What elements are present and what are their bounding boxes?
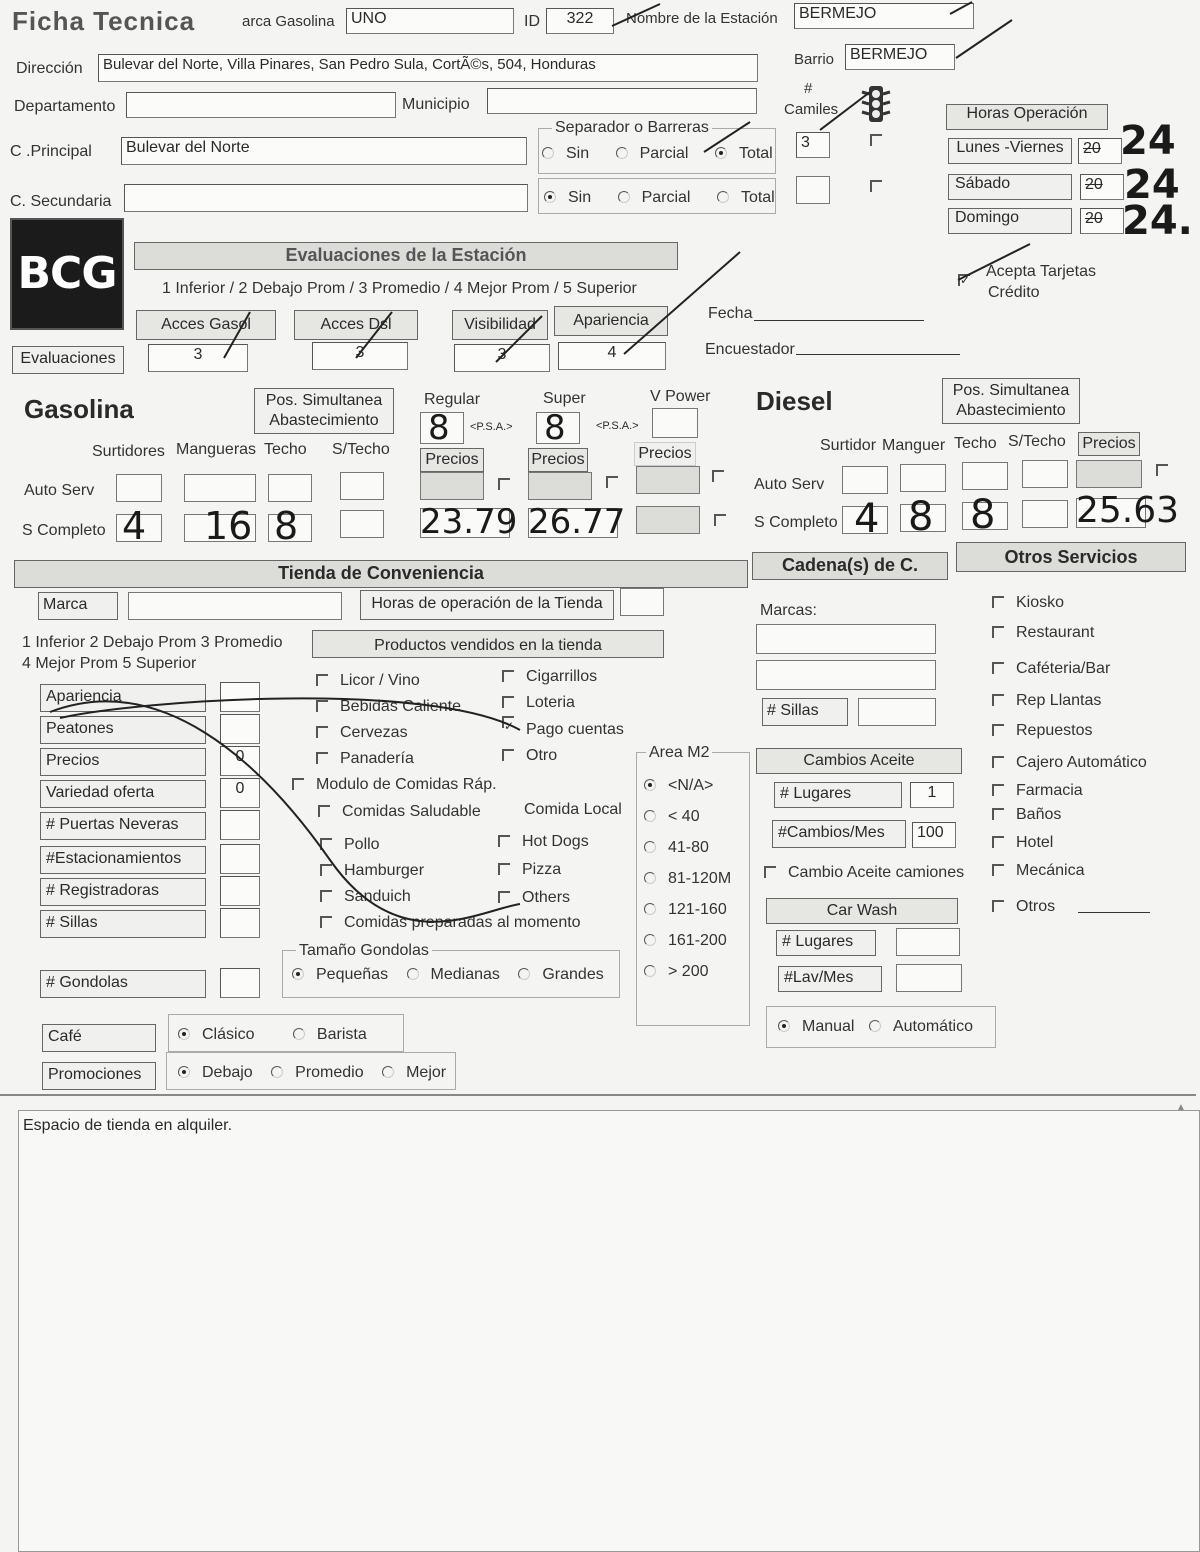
scroll-up-icon[interactable]: ▲ <box>1176 1102 1186 1113</box>
sep1-sin-radio[interactable] <box>542 147 554 159</box>
dsl-completo-label: S Completo <box>754 514 838 531</box>
marca-label: arca Gasolina <box>242 13 335 30</box>
cw-manual-label: Manual <box>802 1018 855 1035</box>
area-opts <box>644 770 731 987</box>
precio-regular: 23.79 <box>420 502 518 542</box>
evaluaciones-scale: 1 Inferior / 2 Debajo Prom / 3 Promedio / 4 Mejor Prom / 5 Superior <box>162 280 637 297</box>
fecha-label: Fecha <box>708 305 753 322</box>
regular-psa: <P.S.A.> <box>470 421 513 433</box>
sep2-parcial-label: Parcial <box>641 189 691 206</box>
tienda-row-value[interactable] <box>220 876 260 906</box>
otros-item-check[interactable] <box>992 724 1004 736</box>
gas-auto-regular[interactable] <box>420 472 484 500</box>
area-161-200-label: 161-200 <box>668 932 727 949</box>
csecundaria-label: C. Secundaria <box>10 193 112 210</box>
camiles-check[interactable] <box>870 134 882 146</box>
gas-auto-mangueras[interactable] <box>184 474 256 502</box>
cw-auto-label: Automático <box>892 1018 973 1035</box>
sep1-total-label: Total <box>738 145 773 162</box>
comida-left <box>320 832 424 910</box>
otros-item-check[interactable] <box>992 626 1004 638</box>
comida-hotdogs-label: Hot Dogs <box>522 833 589 850</box>
cw-auto-radio[interactable] <box>869 1020 881 1032</box>
dsl-auto-stecho[interactable] <box>1022 460 1068 488</box>
cprincipal-field[interactable]: Bulevar del Norte <box>121 137 527 165</box>
tienda-row-label: # Gondolas <box>40 970 206 998</box>
otros-item-label: Kiosko <box>1016 594 1065 611</box>
aceite-camiones[interactable] <box>764 864 964 882</box>
departamento-field[interactable] <box>126 92 396 118</box>
cafe-barista-radio[interactable] <box>293 1028 305 1040</box>
aceite-lugares-label: # Lugares <box>774 782 902 808</box>
direccion-label: Dirección <box>16 60 83 77</box>
marcas-field-2[interactable] <box>756 660 936 690</box>
prod-bebidas-label: Bebidas Caliente <box>340 698 461 715</box>
sep1-sin-label: Sin <box>566 145 590 162</box>
separador-row1 <box>542 145 773 163</box>
acces-gasol-value[interactable]: 3 <box>148 344 248 372</box>
otros-item-check[interactable] <box>992 756 1004 768</box>
otros-field[interactable] <box>1078 912 1150 913</box>
comida-hotdogs[interactable] <box>498 828 589 856</box>
dsl-auto-label: Auto Serv <box>754 476 825 493</box>
super-hand: 8 <box>544 408 566 448</box>
tienda-scale-1: 1 Inferior 2 Debajo Prom 3 Promedio <box>22 634 283 651</box>
area-title: Area M2 <box>646 744 712 762</box>
gond-grandes-radio[interactable] <box>518 968 530 980</box>
horas-domingo-printed[interactable]: 20 <box>1080 208 1124 234</box>
carwash-lav-label: #Lav/Mes <box>778 966 882 992</box>
productos-title: Productos vendidos en la tienda <box>312 630 664 658</box>
tienda-row-label: Precios <box>40 748 206 776</box>
prod-otro-label: Otro <box>526 747 558 764</box>
sep2-sin-radio[interactable] <box>544 191 556 203</box>
carwash-opts <box>778 1018 973 1036</box>
tienda-row-value[interactable] <box>220 714 260 744</box>
area-161-200[interactable] <box>644 925 731 956</box>
tienda-horas-field[interactable] <box>620 588 664 616</box>
precio-vpower[interactable] <box>636 506 700 534</box>
cadena-title: Cadena(s) de C. <box>752 552 948 580</box>
sep2-total-label: Total <box>740 189 775 206</box>
area-121-160[interactable] <box>644 894 731 925</box>
cw-manual-radio[interactable] <box>778 1020 790 1032</box>
tienda-title: Tienda de Conveniencia <box>14 560 748 588</box>
comida-pizza-label: Pizza <box>522 861 562 878</box>
otros-item-check[interactable] <box>992 836 1004 848</box>
dsl-comp-manguer: 8 <box>908 494 934 540</box>
gond-grandes-label: Grandes <box>542 966 604 983</box>
otros-item[interactable] <box>992 806 1061 824</box>
cprincipal-label: C .Principal <box>10 143 92 160</box>
otros-item[interactable] <box>992 722 1093 740</box>
prod-licor-label: Licor / Vino <box>340 672 420 689</box>
gond-medianas-radio[interactable] <box>407 968 419 980</box>
gas-col-surtidores: Surtidores <box>92 443 165 460</box>
cafe-clasico-label: Clásico <box>202 1026 255 1043</box>
otros-item-label: Caféteria/Bar <box>1016 660 1111 677</box>
promo-mejor-radio[interactable] <box>382 1066 394 1078</box>
notes-divider <box>0 1094 1196 1096</box>
diesel-pos-simultanea <box>942 378 1080 424</box>
gondolas-opts <box>292 966 604 984</box>
prod-cervezas-label: Cervezas <box>340 724 408 741</box>
comida-sanduich[interactable] <box>320 884 424 910</box>
otros-item-label: Mecánica <box>1016 862 1085 879</box>
promociones-label: Promociones <box>42 1062 156 1090</box>
area-gt200[interactable] <box>644 956 731 987</box>
municipio-label: Municipio <box>402 96 470 113</box>
camiles-hash: # <box>804 80 813 97</box>
otros-item-label: Farmacia <box>1016 782 1083 799</box>
camiles-field[interactable]: 3 <box>796 132 830 158</box>
prod-cigarrillos[interactable] <box>502 664 624 690</box>
comida-pollo-label: Pollo <box>344 836 380 853</box>
bcg-logo-text: BCG <box>17 248 117 299</box>
csecundaria-field[interactable] <box>124 184 528 212</box>
cadena-sillas-label: # Sillas <box>762 698 848 726</box>
precio-vpower-check[interactable] <box>714 514 726 526</box>
otros-item[interactable] <box>992 754 1147 772</box>
gas-pos-line1: Pos. Simultanea <box>265 392 383 409</box>
departamento-label: Departamento <box>14 98 116 115</box>
gasolina-pos-simultanea <box>254 388 394 434</box>
direccion-field[interactable]: Bulevar del Norte, Villa Pinares, San Pedro Sula, CortÃ©s, 504, Honduras <box>98 54 758 82</box>
gondolas-title: Tamaño Gondolas <box>296 942 432 960</box>
aceite-cambios-label: #Cambios/Mes <box>772 820 906 848</box>
comida-hamburger-label: Hamburger <box>344 862 425 879</box>
bcg-logo <box>10 218 124 330</box>
nombre-field[interactable]: BERMEJO <box>794 3 974 29</box>
otros-item[interactable] <box>992 660 1110 678</box>
area-gt200-label: > 200 <box>668 963 709 980</box>
gas-col-stecho: S/Techo <box>332 441 390 458</box>
prod-loteria-label: Loteria <box>526 694 575 711</box>
horas-sabado-printed[interactable]: 20 <box>1080 174 1124 200</box>
acces-dsl-value[interactable]: 3 <box>312 342 408 370</box>
acces-gasol-button[interactable]: Acces Gasol <box>136 310 276 340</box>
regular-precios-label: Precios <box>420 448 484 472</box>
acces-dsl-button[interactable]: Acces Dsl <box>294 310 418 340</box>
otros-item[interactable] <box>992 594 1064 612</box>
comida-pizza[interactable] <box>498 856 589 884</box>
otros-item-check[interactable] <box>992 864 1004 876</box>
prod-panaderia-label: Panadería <box>340 750 414 767</box>
visibilidad-value[interactable]: 3 <box>454 344 550 372</box>
dsl-col-manguer: Manguer <box>882 437 946 454</box>
prod-panaderia[interactable] <box>316 746 461 772</box>
tienda-row-value[interactable] <box>220 682 260 712</box>
dsl-comp-techo: 8 <box>970 492 996 538</box>
fecha-field[interactable] <box>754 320 924 321</box>
carwash-lugares-field[interactable] <box>896 928 960 956</box>
area-na[interactable] <box>644 770 731 801</box>
otros-item[interactable] <box>992 624 1094 642</box>
horas-lunes-label: Lunes -Viernes <box>948 138 1072 164</box>
otros-item-check[interactable] <box>992 694 1004 706</box>
tienda-row-label: Variedad oferta <box>40 780 206 808</box>
horas-sabado-label: Sábado <box>948 174 1072 200</box>
prod-pago-label: Pago cuentas <box>526 721 624 738</box>
gas-auto-surtidores[interactable] <box>116 474 162 502</box>
otros-item-label: Cajero Automático <box>1016 754 1147 771</box>
notes-area[interactable] <box>18 1110 1200 1552</box>
marca-field[interactable]: UNO <box>346 8 514 34</box>
camiles-label: Camiles <box>784 101 839 118</box>
promo-debajo-label: Debajo <box>202 1064 253 1081</box>
otros-item-label: Baños <box>1016 806 1062 823</box>
otros-item-check[interactable] <box>992 662 1004 674</box>
otros-item-label: Otros <box>1016 898 1056 915</box>
notes-text: Espacio de tienda en alquiler. <box>23 1117 233 1134</box>
modulo-comidas-label: Modulo de Comidas Ráp. <box>316 776 497 793</box>
promo-promedio-label: Promedio <box>295 1064 364 1081</box>
tienda-row-value[interactable] <box>220 908 260 938</box>
area-81-120-label: 81-120M <box>668 870 732 887</box>
gas-auto-label: Auto Serv <box>24 482 95 499</box>
tienda-marca-field[interactable] <box>128 592 342 620</box>
otros-item-label: Repuestos <box>1016 722 1093 739</box>
productos-right <box>502 664 624 769</box>
visibilidad-button[interactable]: Visibilidad <box>452 310 548 340</box>
gas-auto-stecho[interactable] <box>340 472 384 500</box>
carwash-lav-field[interactable] <box>896 964 962 992</box>
tienda-horas-label: Horas de operación de la Tienda <box>360 590 614 620</box>
tienda-row-label: Peatones <box>40 716 206 744</box>
comida-right <box>498 828 589 912</box>
otros-item[interactable] <box>992 692 1101 710</box>
dsl-auto-surtidor[interactable] <box>842 466 888 494</box>
productos-left <box>316 668 461 772</box>
prod-cervezas[interactable] <box>316 720 461 746</box>
gond-pequenas-radio[interactable] <box>292 968 304 980</box>
gas-auto-regular-check[interactable] <box>498 478 510 490</box>
tienda-row-label: #Estacionamientos <box>40 846 206 874</box>
otros-item[interactable] <box>992 782 1083 800</box>
evaluaciones-title: Evaluaciones de la Estación <box>134 242 678 270</box>
gas-auto-super[interactable] <box>528 472 592 500</box>
tarjetas-check[interactable] <box>958 274 970 286</box>
cafe-clasico-radio[interactable] <box>178 1028 190 1040</box>
sep2-sin-label: Sin <box>568 189 592 206</box>
traffic-light-icon <box>858 84 894 129</box>
otros-item-check[interactable] <box>992 784 1004 796</box>
horas-domingo-label: Domingo <box>948 208 1072 234</box>
dsl-comp-surtidor: 4 <box>854 496 880 542</box>
id-field[interactable]: 322 <box>546 8 614 34</box>
promo-promedio-radio[interactable] <box>271 1066 283 1078</box>
aceite-lugares-field[interactable]: 1 <box>910 782 954 808</box>
tienda-row-value[interactable] <box>220 844 260 874</box>
gas-comp-techo: 8 <box>274 504 299 548</box>
area-41-80-label: 41-80 <box>668 839 709 856</box>
comida-hamburger[interactable] <box>320 858 424 884</box>
gas-comp-mangueras: 16 <box>204 504 253 548</box>
sep1-total-radio[interactable] <box>715 147 727 159</box>
area-81-120[interactable] <box>644 863 731 894</box>
prod-licor[interactable] <box>316 668 461 694</box>
gas-auto-super-check[interactable] <box>606 476 618 488</box>
vpower-psa-field[interactable] <box>652 408 698 438</box>
tienda-row-value[interactable]: 0 <box>220 746 260 776</box>
area-121-160-label: 121-160 <box>668 901 727 918</box>
tarjetas-line1: Acepta Tarjetas <box>986 263 1096 280</box>
otros-item-label: Hotel <box>1016 834 1054 851</box>
regular-hand: 8 <box>428 408 450 448</box>
dsl-comp-stecho[interactable] <box>1022 500 1068 528</box>
marcas-field-1[interactable] <box>756 624 936 654</box>
cafe-barista-label: Barista <box>316 1026 367 1043</box>
precio-super: 26.77 <box>528 502 626 542</box>
otros-title: Otros Servicios <box>956 542 1186 572</box>
cadena-sillas-field[interactable] <box>858 698 936 726</box>
prod-otro[interactable] <box>502 743 624 769</box>
comida-sanduich-label: Sanduich <box>344 888 411 905</box>
dsl-auto-manguer[interactable] <box>900 464 946 492</box>
tienda-row-label: # Registradoras <box>40 878 206 906</box>
dsl-precios-label: Precios <box>1078 432 1140 456</box>
comidas-preparadas-label: Comidas preparadas al momento <box>344 914 581 931</box>
dsl-col-techo: Techo <box>954 435 997 452</box>
encuestador-field[interactable] <box>796 354 960 355</box>
cafe-label: Café <box>42 1024 156 1052</box>
dsl-col-surtidor: Surtidor <box>820 437 877 454</box>
otros-item-label: Rep Llantas <box>1016 692 1102 709</box>
tienda-marca-label: Marca <box>38 592 118 620</box>
camiles-check2[interactable] <box>870 180 882 192</box>
gas-comp-stecho[interactable] <box>340 510 384 538</box>
aceite-title: Cambios Aceite <box>756 748 962 774</box>
sep1-parcial-radio[interactable] <box>616 147 628 159</box>
comidas-preparadas[interactable] <box>320 914 581 932</box>
dsl-auto-precio[interactable] <box>1076 460 1142 488</box>
dsl-auto-techo[interactable] <box>962 462 1008 490</box>
evaluaciones-button[interactable]: Evaluaciones <box>12 346 124 374</box>
separador-title: Separador o Barreras <box>552 119 712 137</box>
vpower-label: V Power <box>650 388 711 405</box>
gas-auto-vpower-check[interactable] <box>712 470 724 482</box>
tienda-row-label: Apariencia <box>40 684 206 712</box>
super-precios-label: Precios <box>528 448 588 472</box>
dsl-precio: 25.63 <box>1076 490 1180 531</box>
vpower-precios-label: Precios <box>634 442 696 466</box>
municipio-field[interactable] <box>487 88 757 114</box>
comidas-saludable-label: Comidas Saludable <box>342 803 481 820</box>
gasolina-title: Gasolina <box>24 394 134 424</box>
gas-completo-label: S Completo <box>22 522 106 539</box>
comidas-saludable[interactable] <box>318 803 481 821</box>
gas-pos-line2: Abastecimiento <box>269 412 379 429</box>
comida-pollo[interactable] <box>320 832 424 858</box>
encuestador-label: Encuestador <box>705 341 795 358</box>
gond-pequenas-label: Pequeñas <box>316 966 389 983</box>
otros-item[interactable] <box>992 834 1053 852</box>
super-psa: <P.S.A.> <box>596 420 639 432</box>
area-na-label: <N/A> <box>668 777 714 794</box>
nombre-label: Nombre de la Estación <box>626 10 778 27</box>
aceite-cambios-field[interactable]: 100 <box>912 822 956 848</box>
id-label: ID <box>524 13 540 30</box>
horas-title: Horas Operación <box>946 104 1108 130</box>
dsl-col-stecho: S/Techo <box>1008 433 1066 450</box>
horas-sabado-hand: 24 <box>1124 162 1180 208</box>
area-lt40-label: < 40 <box>668 808 700 825</box>
comida-others-label: Others <box>522 889 571 906</box>
aceite-camiones-label: Cambio Aceite camiones <box>788 864 965 881</box>
otros-item[interactable] <box>992 898 1055 916</box>
tienda-row-value[interactable] <box>220 810 260 840</box>
gas-col-mangueras: Mangueras <box>176 441 257 458</box>
apariencia-value[interactable]: 4 <box>558 342 666 370</box>
promo-debajo-radio[interactable] <box>178 1066 190 1078</box>
promo-opts <box>178 1064 446 1082</box>
tienda-row-value[interactable]: 0 <box>220 778 260 808</box>
area-lt40[interactable] <box>644 801 731 832</box>
form-title: Ficha Tecnica <box>12 6 196 36</box>
otros-item-check[interactable] <box>992 808 1004 820</box>
sep1-parcial-label: Parcial <box>639 145 689 162</box>
gas-auto-vpower[interactable] <box>636 466 700 494</box>
otros-item-check[interactable] <box>992 900 1004 912</box>
carwash-title: Car Wash <box>766 898 958 924</box>
dsl-pos-line1: Pos. Simultanea <box>952 382 1070 399</box>
tienda-row-label: # Sillas <box>40 910 206 938</box>
carwash-lugares-label: # Lugares <box>776 930 876 956</box>
otros-item-check[interactable] <box>992 596 1004 608</box>
gas-col-techo: Techo <box>264 441 307 458</box>
prod-pago[interactable] <box>502 716 624 743</box>
cafe-opts <box>178 1026 367 1044</box>
camiles-field2[interactable] <box>796 176 830 204</box>
separador-row2 <box>544 189 775 207</box>
area-41-80[interactable] <box>644 832 731 863</box>
diesel-title: Diesel <box>756 386 833 416</box>
gas-comp-surtidores: 4 <box>122 504 147 548</box>
otros-item-label: Restaurant <box>1016 624 1095 641</box>
tienda-row-label: # Puertas Neveras <box>40 812 206 840</box>
barrio-field[interactable]: BERMEJO <box>845 44 955 70</box>
comida-others[interactable] <box>498 884 589 912</box>
comida-local-label: Comida Local <box>524 801 622 818</box>
regular-label: Regular <box>424 391 481 408</box>
tarjetas-line2: Crédito <box>988 284 1040 301</box>
apariencia-button[interactable]: Apariencia <box>554 306 668 336</box>
tienda-row-value[interactable] <box>220 968 260 998</box>
super-label: Super <box>543 390 586 407</box>
promo-mejor-label: Mejor <box>406 1064 447 1081</box>
otros-item[interactable] <box>992 862 1084 880</box>
marcas-label: Marcas: <box>760 602 817 619</box>
horas-lunes-printed[interactable]: 20 <box>1078 138 1122 164</box>
dsl-auto-check[interactable] <box>1156 464 1168 476</box>
horas-lunes-hand: 24 <box>1120 118 1176 164</box>
modulo-comidas[interactable] <box>292 776 497 794</box>
prod-bebidas[interactable] <box>316 694 461 720</box>
tienda-scale-2: 4 Mejor Prom 5 Superior <box>22 655 197 672</box>
barrio-label: Barrio <box>794 51 835 68</box>
prod-cigarrillos-label: Cigarrillos <box>526 668 598 685</box>
prod-loteria[interactable] <box>502 690 624 716</box>
gas-auto-techo[interactable] <box>268 474 312 502</box>
dsl-pos-line2: Abastecimiento <box>956 402 1066 419</box>
sep2-total-radio[interactable] <box>717 191 729 203</box>
horas-domingo-hand: 24. <box>1122 198 1193 244</box>
gond-medianas-label: Medianas <box>430 966 500 983</box>
sep2-parcial-radio[interactable] <box>618 191 630 203</box>
